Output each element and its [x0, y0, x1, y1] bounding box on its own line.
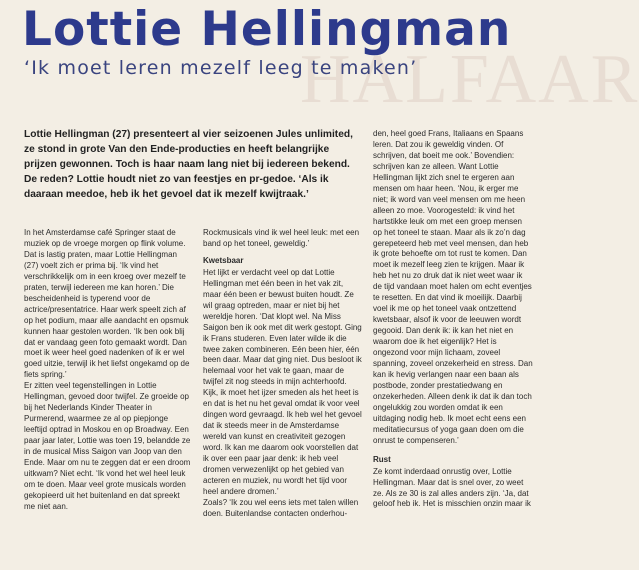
paragraph: Er zitten veel tegenstellingen in Lottie Hellingman, gevoed door twijfel. Ze groeide op bij het Nederlands Kinder Theater in Purmerend, waarmee ze al op piepjonge leeftijd optrad in Moskou en op Broadway. Een paar jaar later, Lottie was toen 19, belandde ze in de musical Miss Saigon van Joop van den Ende. Maar om nu te zeggen dat er een droom uitkwam? Niet echt. ‘Ik vond het wel heel leuk om te doen. Maar veel grote musicals worden gekopieerd uit het buitenland en dat spreekt me niet aan.	[24, 381, 191, 511]
paragraph: In het Amsterdamse café Springer staat de muziek op de vroege morgen op flink volume. Dat is lastig praten, maar Lottie Hellingman (27) voelt zich er prima bij. ‘Ik vind het verschrikkelijk om in een kroeg over mezelf te praten, terwijl iedereen me kan horen.’ Die bescheidenheid is typerend voor de actrice/presentatrice. Haar werk speelt zich af op het podium, maar alle aandacht en opsmuk kunnen haar gestolen worden. ‘Ik ben ook blij dat er vandaag geen foto gemaakt wordt. Dan moet ik weer heel goed nadenken of ik er wel goed uitzie, terwijl ik het liefst ongekamd op de fiets spring.’	[24, 228, 190, 380]
paragraph: Zoals? ‘Ik zou wel eens iets met talen willen doen. Buitenlandse contacten onderhou-	[203, 497, 359, 518]
paragraph: Rockmusicals vind ik wel heel leuk: met een band op het toneel, geweldig.’	[203, 228, 360, 248]
background-decorative-text: HALFAAR	[300, 41, 639, 118]
article-intro: Lottie Hellingman (27) presenteert al vier seizoenen Jules unlimited, ze stond in grote Van den Ende-producties en heeft belangrijke prijzen gewonnen. Toch is haar naam lang niet bij iedereen bekend. De reden? Lottie houdt niet zo van feestjes en pr-gedoe. ‘Als ik daaraan meedoe, heb ik het gevoel dat ik mezelf kwijtraak.’	[24, 129, 353, 200]
section-heading-kwetsbaar: Kwetsbaar	[203, 255, 244, 265]
article-title: Lottie Hellingman	[22, 2, 512, 57]
paragraph: Ze komt inderdaad onrustig over, Lottie Hellingman. Maar dat is snel over, zo weet ze. Als ze 30 is zal alles anders zijn. ‘Ja, dat geloof heb ik. Het is misschien onzin maar ik	[373, 466, 531, 509]
section-heading-rust: Rust	[373, 454, 391, 464]
paragraph: Het lijkt er verdacht veel op dat Lottie Hellingman met één been in het vak zit, maar één been er bewust buiten houdt. Ze wil graag optreden, maar er niet bij het wereldje horen. ‘Dat klopt wel. Na Miss Saigon ben ik ook met dit werk gestopt. Ging ik Frans studeren. Even later wilde ik die twee zaken combineren. Eén been hier, één been daar. Maar dat ging niet. Dus besloot ik helemaal voor het vak te gaan, maar de twijfel zit nog steeds in mijn achterhoofd. Kijk, ik moet het ijzer smeden als het heet is en dat is het nu het geval omdat ik voor veel dingen word gevraagd. Ik heb wel het gevoel dat ik steeds meer in de Amsterdamse wereld van kunst en creativiteit gezogen word. Ik kan me daarom ook voorstellen dat ik over een paar jaar denk: ik heb veel dromen verwezenlijkt op het gebied van acteren en muziek, nu wordt het tijd voor heel andere dromen.’	[203, 267, 362, 496]
text-column-1	[24, 228, 192, 513]
paragraph: den, heel goed Frans, Italiaans en Spaans leren. Dat zou ik geweldig vinden. Of schrijven, dat boeit me ook.’ Bovendien: schrijven kan ze alleen. Want Lottie Hellingman lijkt zich snel te ergeren aan mensen om haar heen. ‘Nou, ik erger me niet; ik word van veel mensen om me heen alleen zo moe. Voorogesteld: ik vind het hartstikke leuk om met een groep mensen op het toneel te staan. Maar als ik zo’n dag gerepeteerd heb met veel mensen, dan heb ik grote behoefte om tot rust te komen. Dan moet ik mezelf leeg zien te krijgen. Maar ik heb het nu zo druk dat ik niet weet waar ik de tijd vandaan moet halen om echt eventjes te resetten. En dat vind ik moeilijk. Daarbij voel ik me op het toneel vaak ontzettend kwetsbaar, alsof ik voor de leeuwen wordt gegooid. Dan denk ik: ik kan het niet en waarom doe ik het eigenlijk? Het is ongezond voor mijn lichaam, zoveel spanning, zoveel onzekerheid en stress. Dan kan ik hevig verlangen naar een baan als postbode, zonder prestatiedwang en onzekerheden. Alleen denk ik dat ik dan toch ongelukkig zou worden omdat ik een uitdaging nodig heb. Ik moet echt eens een meditatiecursus of yoga gaan doen om die onrust te compenseren.’	[373, 129, 533, 445]
text-column-2	[203, 228, 362, 520]
article-subtitle: ‘Ik moet leren mezelf leeg te maken’	[24, 57, 418, 79]
text-column-3	[373, 129, 533, 510]
